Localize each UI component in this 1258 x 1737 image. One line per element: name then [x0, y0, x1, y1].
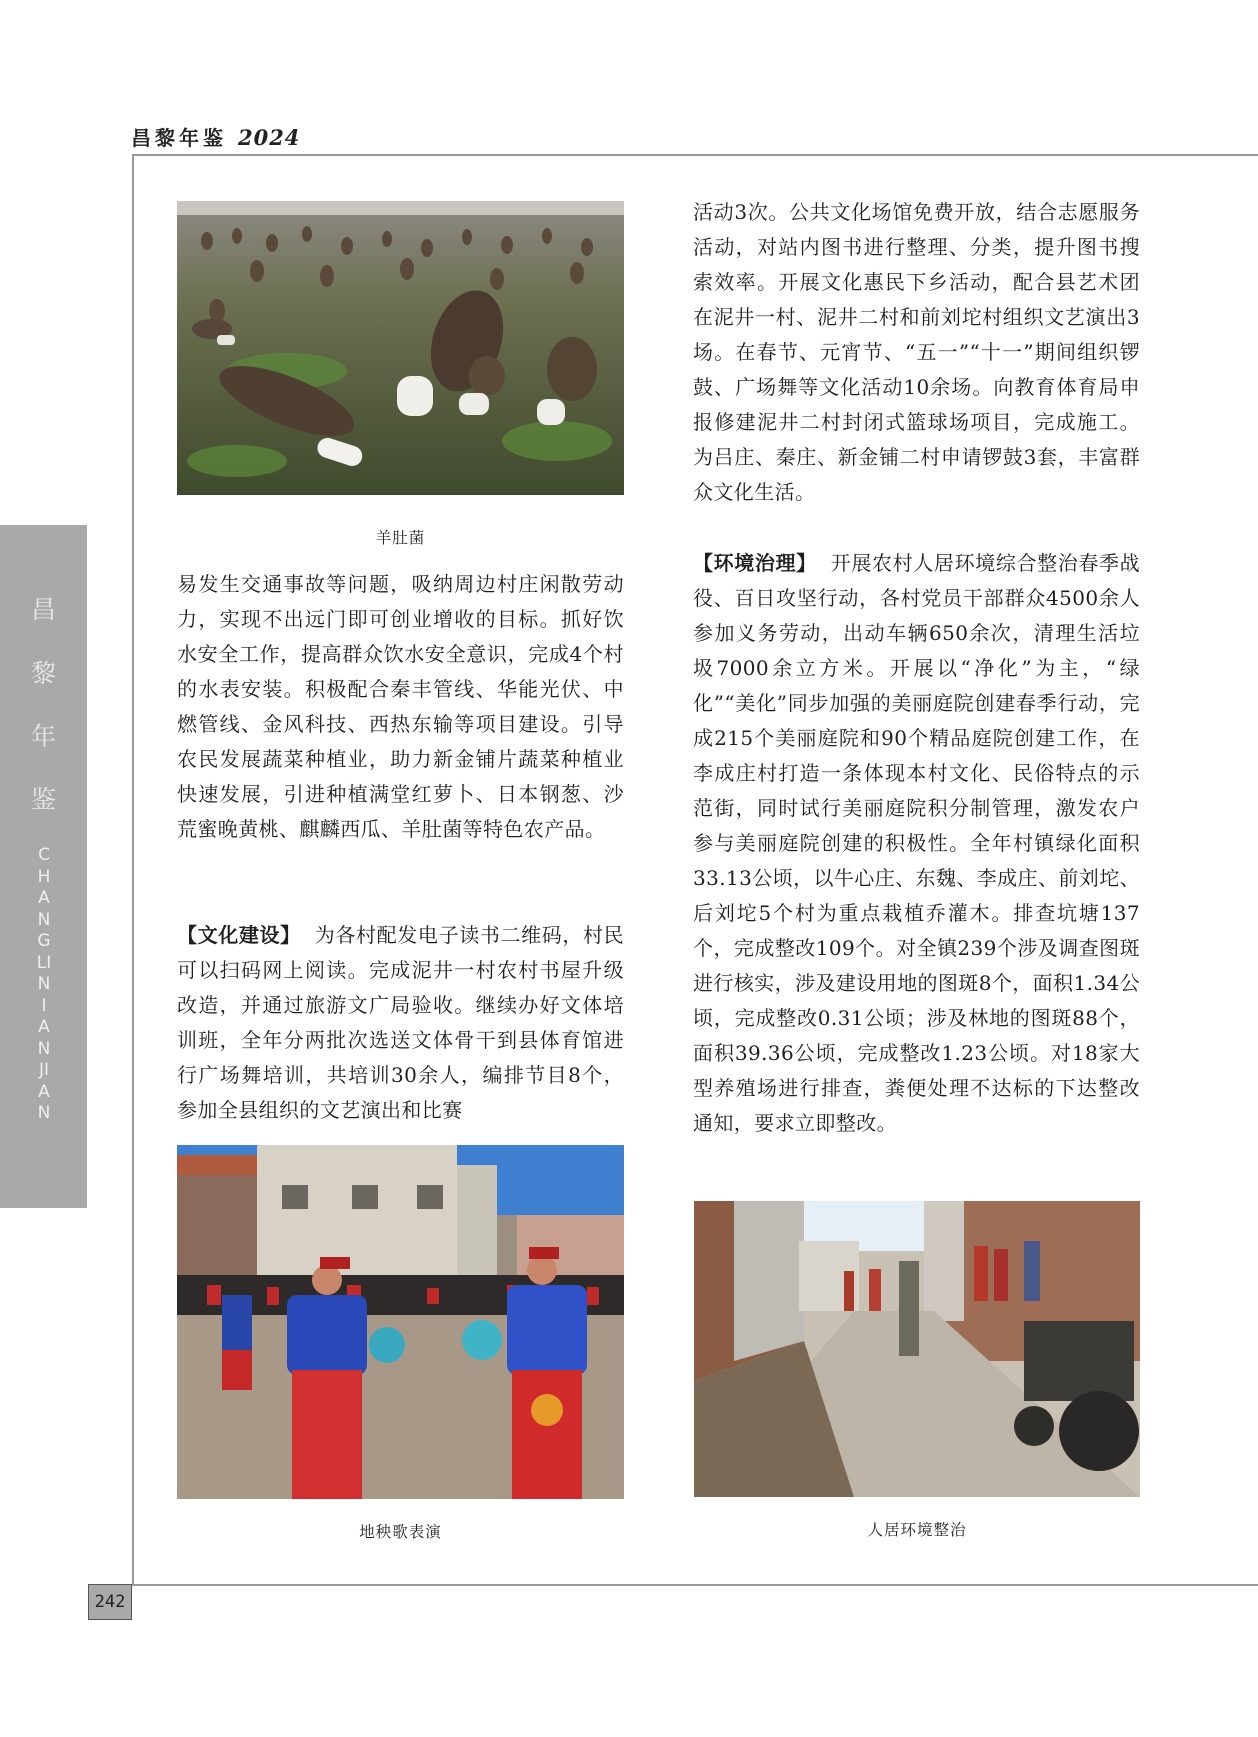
photo-caption: 人居环境整治: [867, 1521, 967, 1539]
side-tab: [0, 525, 87, 1208]
side-char: 黎: [30, 659, 56, 688]
right-column-environment: [693, 546, 1140, 1141]
frame-rule-bottom: [133, 1584, 1258, 1586]
side-char: 昌: [30, 595, 56, 624]
culture-continued-paragraph: 活动3次。公共文化场馆免费开放，结合志愿服务活动，对站内图书进行整理、分类，提升图书搜索效率。开展文化惠民下乡活动，配合县艺术团在泥井一村、泥井二村和前刘坨村组织文艺演出3场。在春节、元宵节、“五一”“十一”期间组织锣鼓、广场舞等文化活动10余场。向教育体育局申报修建泥井二村封闭式篮球场项目，完成施工。为吕庄、秦庄、新金铺二村申请锣鼓3套，丰富群众文化生活。: [693, 200, 1140, 504]
frame-rule-left: [132, 154, 134, 1586]
body-paragraph: 易发生交通事故等问题，吸纳周边村庄闲散劳动力，实现不出远门即可创业增收的目标。抓好饮水安全工作，提高群众饮水安全意识，完成4个村的水表安装。积极配合秦丰管线、华能光伏、中燃管线、金风科技、西热东输等项目建设。引导农民发展蔬菜种植业，助力新金铺片蔬菜种植业快速发展，引进种植满堂红萝卜、日本钢葱、沙荒蜜晚黄桃、麒麟西瓜、羊肚菌等特色农产品。: [177, 572, 624, 841]
header-title: 昌黎年鉴: [131, 126, 227, 150]
left-column: [177, 567, 624, 847]
environment-text: 开展农村人居环境综合整治春季战役、百日攻坚行动，各村党员干部群众4500余人参加义务劳动，出动车辆650余次，清理生活垃圾7000余立方米。开展以“净化”为主，“绿化”“美化”同步加强的美丽庭院创建春季行动，完成215个美丽庭院和90个精品庭院创建工作，在李成庄村打造一条体现本村文化、民俗特点的示范街，同时试行美丽庭院积分制管理，激发农户参与美丽庭院创建的积极性。全年村镇绿化面积33.13公顷，以牛心庄、东魏、李成庄、前刘坨、后刘坨5个村为重点栽植乔灌木。排查坑塘137个，完成整改109个。对全镇239个涉及调查图斑进行核实，涉及建设用地的图斑8个，面积1.34公顷，完成整改0.31公顷；涉及林地的图斑88个，面积39.36公顷，完成整改1.23公顷。对18家大型养殖场进行排查，粪便处理不达标的下达整改通知，要求立即整改。: [693, 551, 1141, 1135]
side-char: 年: [30, 722, 56, 751]
page-number: 242: [88, 1584, 132, 1620]
culture-text: 为各村配发电子读书二维码，村民可以扫码网上阅读。完成泥井一村农村书屋升级改造，并通过旅游文广局验收。继续办好文体培训班，全年分两批次选送文体骨干到县体育馆进行广场舞培训，共培训30余人，编排节目8个，参加全县组织的文艺演出和比赛: [177, 923, 625, 1122]
yangko-photo: [177, 1145, 624, 1499]
photo-caption: 地秧歌表演: [359, 1523, 442, 1541]
left-column-culture: [177, 918, 624, 1128]
section-label: 【文化建设】: [177, 923, 301, 947]
section-label: 【环境治理】: [693, 551, 817, 575]
side-latin-text: CHANGLINIANJIAN: [36, 845, 52, 1123]
right-column: [693, 195, 1140, 510]
environment-paragraph: [693, 546, 1140, 1141]
morel-photo: [177, 201, 624, 495]
running-header: [131, 122, 300, 151]
village-cleanup-photo: [694, 1201, 1140, 1497]
frame-rule-top: [133, 154, 1258, 156]
photo-caption: 羊肚菌: [375, 529, 426, 547]
header-year: 2024: [237, 125, 301, 150]
side-char: 鉴: [30, 785, 56, 814]
culture-paragraph: [177, 918, 624, 1128]
